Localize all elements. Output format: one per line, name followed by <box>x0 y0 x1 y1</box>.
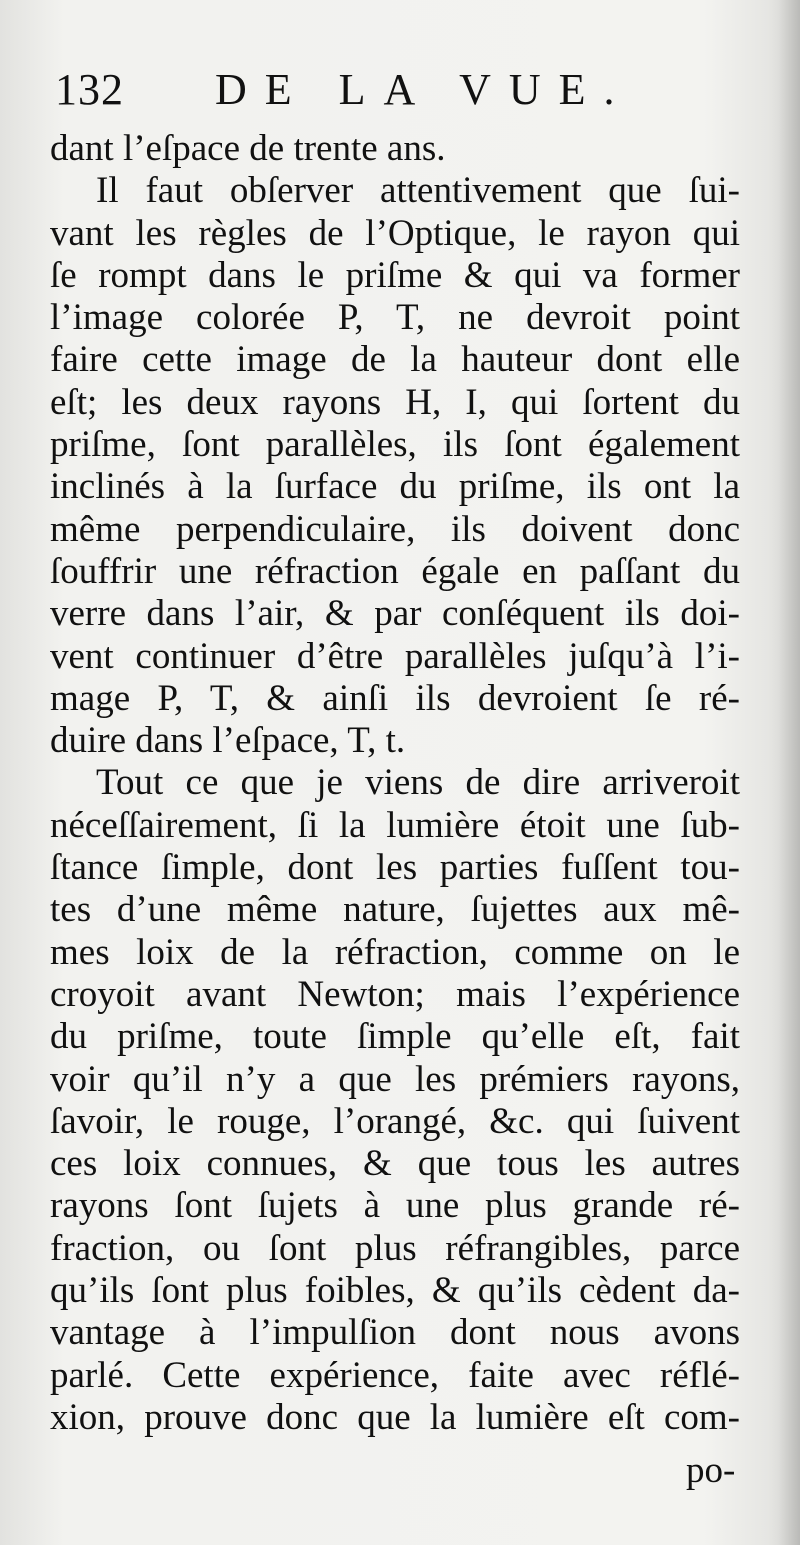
page-number: 132 <box>55 65 124 114</box>
text-line: l’image colorée P, T, ne devroit point <box>50 297 740 339</box>
running-head: DE LA VUE. <box>215 65 633 114</box>
page-edge-shadow <box>778 0 800 1545</box>
text-line: croyoit avant Newton; mais l’expérience <box>50 973 740 1015</box>
text-line: ſouffrir une réfraction égale en paſſant du <box>50 550 740 592</box>
text-line: vant les règles de l’Optique, le rayon qui <box>50 212 740 254</box>
text-line: parlé. Cette expérience, faite avec réflé- <box>50 1354 740 1396</box>
text-line: inclinés à la ſurface du priſme, ils ont la <box>50 466 740 508</box>
text-line: vantage à l’impulſion dont nous avons <box>50 1312 740 1354</box>
page-header <box>55 60 755 120</box>
text-line: eſt; les deux rayons H, I, qui ſortent du <box>50 381 740 423</box>
text-line: ſtance ſimple, dont les parties fuſſent tou- <box>50 847 740 889</box>
text-line: ſavoir, le rouge, l’orangé, &c. qui ſuivent <box>50 1100 740 1142</box>
text-line: même perpendiculaire, ils doivent donc <box>50 508 740 550</box>
text-line: Tout ce que je viens de dire arriveroit <box>96 762 740 804</box>
text-line: voir qu’il n’y a que les prémiers rayons, <box>50 1058 740 1100</box>
text-line: fraction, ou ſont plus réfrangibles, parce <box>50 1227 740 1269</box>
text-line: verre dans l’air, & par conſéquent ils doi- <box>50 593 740 635</box>
text-line: mage P, T, & ainſi ils devroient ſe ré- <box>50 677 740 719</box>
text-line: duire dans l’eſpace, T, t. <box>50 720 406 762</box>
text-line: tes d’une même nature, ſujettes aux mê- <box>50 889 740 931</box>
text-line: Il faut obſerver attentivement que ſui- <box>96 170 740 212</box>
text-line: qu’ils ſont plus foibles, & qu’ils cèdent da- <box>50 1270 740 1312</box>
text-line: du priſme, toute ſimple qu’elle eſt, fait <box>50 1016 740 1058</box>
body-text <box>50 128 740 1439</box>
text-line: faire cette image de la hauteur dont elle <box>50 339 740 381</box>
text-line: dant l’eſpace de trente ans. <box>50 128 446 169</box>
text-line: priſme, ſont parallèles, ils ſont également <box>50 424 740 466</box>
text-line: ſe rompt dans le priſme & qui va former <box>50 254 740 296</box>
text-line: xion, prouve donc que la lumière eſt com- <box>50 1396 740 1438</box>
text-line: ces loix connues, & que tous les autres <box>50 1143 740 1185</box>
text-line: mes loix de la réfraction, comme on le <box>50 931 740 973</box>
text-line: vent continuer d’être parallèles juſqu’à l’i- <box>50 635 740 677</box>
text-line: rayons ſont ſujets à une plus grande ré- <box>50 1185 740 1227</box>
catchword: po- <box>686 1450 736 1491</box>
text-line: néceſſairement, ſi la lumière étoit une ſub- <box>50 804 740 846</box>
